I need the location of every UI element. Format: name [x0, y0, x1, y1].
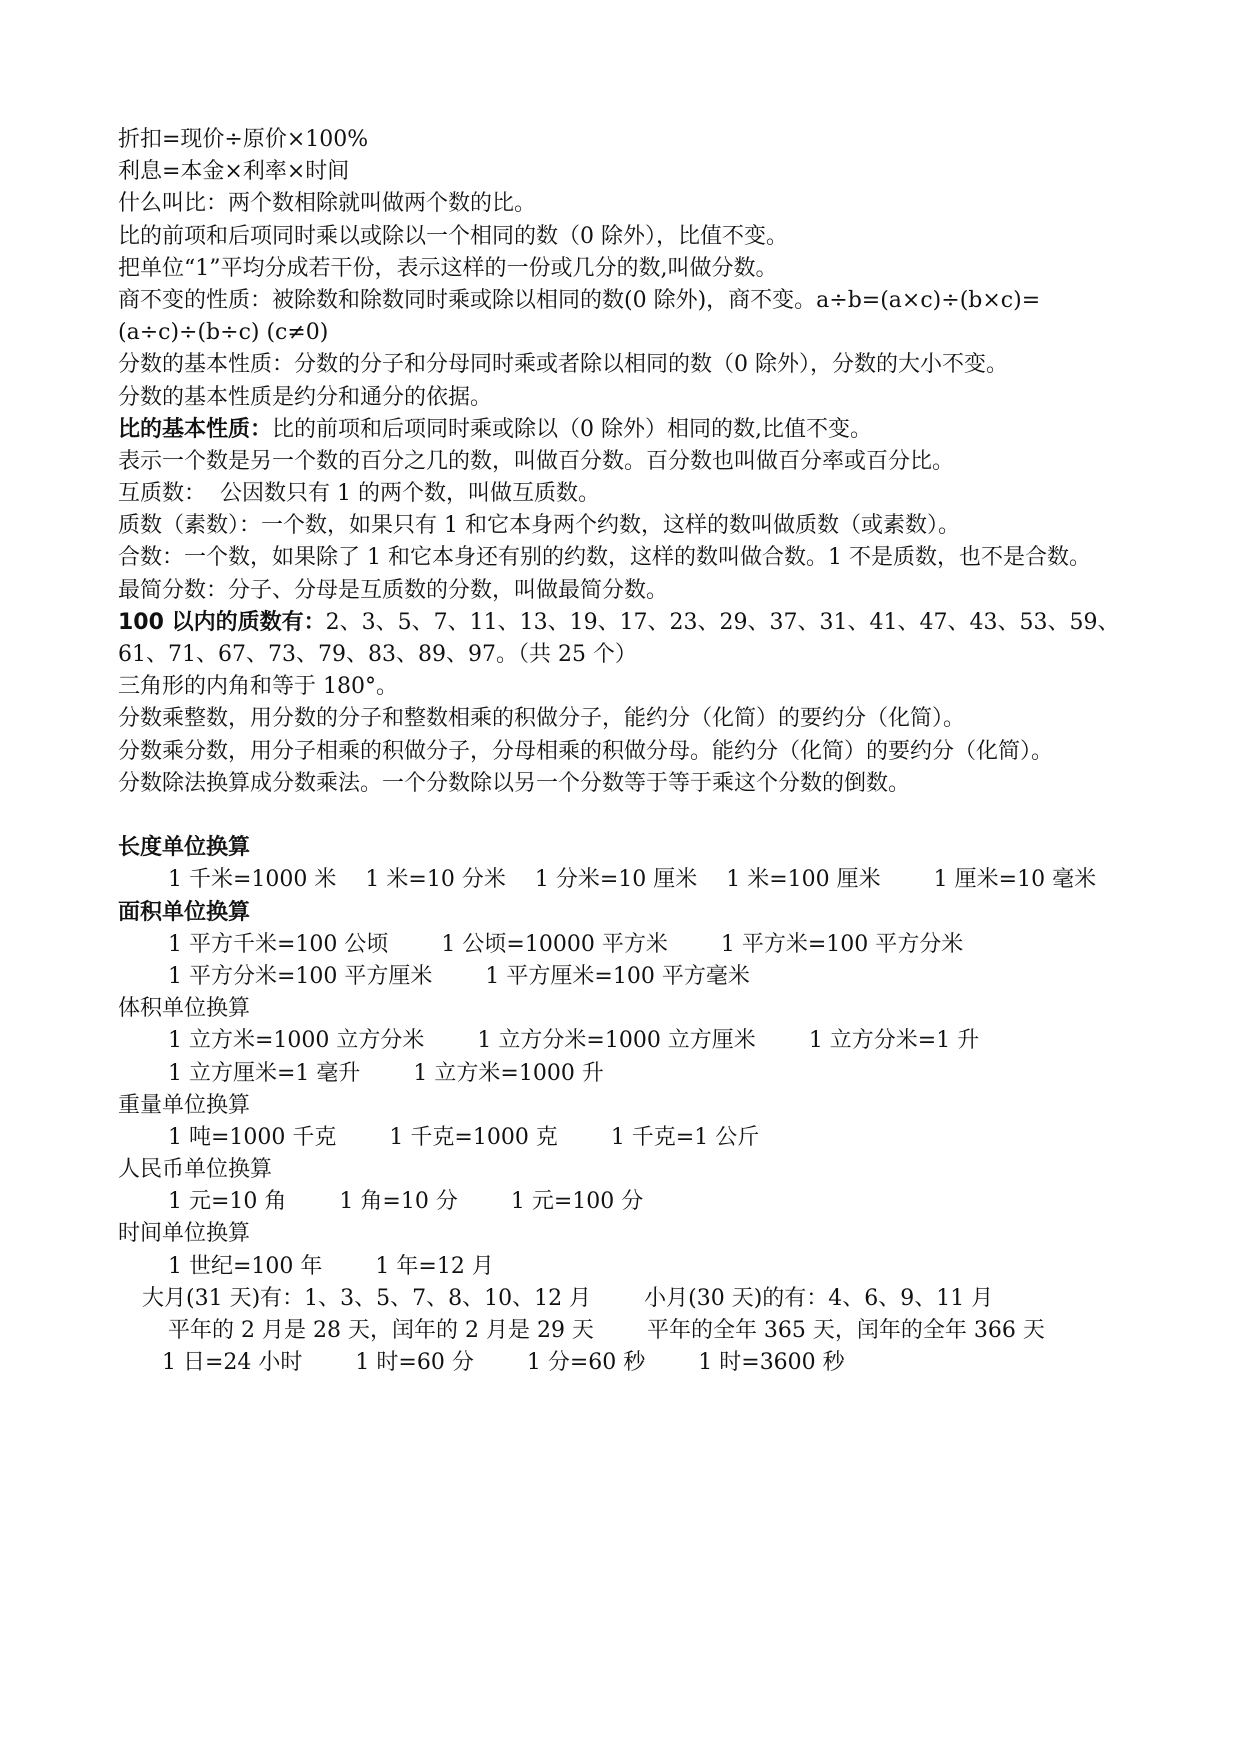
primes-list: [118, 607, 1128, 671]
fraction-basis: 分数的基本性质是约分和通分的依据。: [118, 384, 493, 410]
area-item: 1 公顷=10000 平方米: [441, 931, 668, 957]
weight-title: 重量单位换算: [118, 1092, 251, 1118]
length-title: 长度单位换算: [118, 835, 251, 861]
length-item: 1 厘米=10 毫米: [933, 867, 1097, 893]
volume-title: 体积单位换算: [118, 996, 251, 1022]
time-row-3: [118, 1315, 1128, 1347]
interest-formula: 利息=本金×利率×时间: [118, 159, 350, 185]
ratio-property-short: 比的前项和后项同时乘以或除以一个相同的数（0 除外），比值不变。: [118, 223, 788, 249]
area-row-1: [118, 929, 1128, 961]
weight-item: 1 吨=1000 千克: [168, 1124, 337, 1150]
length-item: 1 分米=10 厘米: [534, 867, 698, 893]
time-item: 平年的全年 365 天，闰年的全年 366 天: [646, 1318, 1045, 1344]
time-item: 1 时=60 分: [355, 1350, 474, 1376]
ratio-basic-property-label: 比的基本性质：: [118, 416, 273, 442]
time-row-2: [118, 1283, 1128, 1315]
area-item: 1 平方米=100 平方分米: [720, 931, 964, 957]
area-title: 面积单位换算: [118, 899, 251, 925]
blank-line: [118, 800, 1128, 832]
simplest-fraction-definition: 最简分数：分子、分母是互质数的分数，叫做最简分数。: [118, 577, 669, 603]
ratio-basic-property-text: 比的前项和后项同时乘或除以（0 除外）相同的数,比值不变。: [272, 416, 873, 442]
time-item: 1 世纪=100 年: [168, 1253, 323, 1279]
area-item: 1 平方千米=100 公顷: [168, 931, 389, 957]
time-row-1: [118, 1251, 1128, 1283]
rmb-item: 1 元=100 分: [510, 1189, 644, 1215]
coprime-definition: 互质数： 公因数只有 1 的两个数，叫做互质数。: [118, 481, 600, 507]
length-item: 1 米=10 分米: [365, 867, 506, 893]
volume-item: 1 立方分米=1 升: [808, 1028, 980, 1054]
time-title: 时间单位换算: [118, 1221, 251, 1247]
time-item: 1 分=60 秒: [526, 1350, 646, 1376]
length-row-1: [118, 864, 1128, 896]
fraction-division: 分数除法换算成分数乘法。一个分数除以另一个分数等于等于乘这个分数的倒数。: [118, 770, 911, 796]
primes-text: 2、3、5、7、11、13、19、17、23、29、37、31、41、47、43、53、59、61、71、67、73、79、83、89、97。（共 25 个）: [118, 609, 1120, 668]
volume-row-1: [118, 1025, 1128, 1057]
time-item: 平年的 2 月是 28 天，闰年的 2 月是 29 天: [168, 1318, 594, 1344]
volume-item: 1 立方米=1000 升: [413, 1060, 604, 1086]
document-page: [118, 124, 1128, 1379]
rmb-title: 人民币单位换算: [118, 1157, 273, 1183]
time-item: 1 日=24 小时: [162, 1350, 303, 1376]
percent-definition: 表示一个数是另一个数的百分之几的数，叫做百分数。百分数也叫做百分率或百分比。: [118, 448, 955, 474]
rmb-item: 1 角=10 分: [339, 1189, 458, 1215]
area-item: 1 平方分米=100 平方厘米: [168, 963, 433, 989]
volume-item: 1 立方米=1000 立方分米: [168, 1028, 425, 1054]
weight-row-1: [118, 1122, 1128, 1154]
composite-definition: 合数：一个数，如果除了 1 和它本身还有别的约数，这样的数叫做合数。1 不是质数，也不是合数。: [118, 545, 1091, 571]
time-row-4: [118, 1347, 1128, 1379]
length-item: 1 米=100 厘米: [726, 867, 881, 893]
time-item: 1 年=12 月: [375, 1253, 494, 1279]
ratio-basic-property: [118, 414, 1128, 446]
fraction-times-integer: 分数乘整数，用分数的分子和整数相乘的积做分子，能约分（化简）的要约分（化简）。: [118, 706, 966, 732]
volume-item: 1 立方分米=1000 立方厘米: [477, 1028, 756, 1054]
fraction-definition: 把单位“1”平均分成若干份，表示这样的一份或几分的数,叫做分数。: [118, 255, 778, 281]
discount-formula: 折扣=现价÷原价×100%: [118, 127, 369, 152]
time-item: 大月(31 天)有：1、3、5、7、8、10、12 月: [142, 1285, 592, 1311]
fraction-basic-property: 分数的基本性质：分数的分子和分母同时乘或者除以相同的数（0 除外），分数的大小不变。: [118, 352, 1008, 378]
rmb-item: 1 元=10 角: [168, 1189, 287, 1215]
fraction-times-fraction: 分数乘分数，用分子相乘的积做分子，分母相乘的积做分母。能约分（化简）的要约分（化简）。: [118, 738, 1054, 764]
weight-item: 1 千克=1 公斤: [610, 1124, 760, 1150]
prime-definition: 质数（素数）：一个数，如果只有 1 和它本身两个约数，这样的数叫做质数（或素数）。: [118, 513, 960, 539]
triangle-angle-sum: 三角形的内角和等于 180°。: [118, 674, 398, 700]
length-item: 1 千米=1000 米: [168, 867, 337, 893]
primes-label: 100 以内的质数有：: [118, 609, 326, 635]
volume-row-2: [118, 1058, 1128, 1090]
quotient-invariance: 商不变的性质：被除数和除数同时乘或除以相同的数(0 除外)，商不变。a÷b=(a×c)÷(b×c)=(a÷c)÷(b÷c) (c≠0): [118, 287, 1041, 346]
area-item: 1 平方厘米=100 平方毫米: [485, 963, 750, 989]
time-item: 小月(30 天)的有：4、6、9、11 月: [644, 1285, 994, 1311]
ratio-definition: 什么叫比：两个数相除就叫做两个数的比。: [118, 191, 537, 217]
weight-item: 1 千克=1000 克: [389, 1124, 558, 1150]
rmb-row-1: [118, 1186, 1128, 1218]
area-row-2: [118, 961, 1128, 993]
time-item: 1 时=3600 秒: [698, 1350, 845, 1376]
volume-item: 1 立方厘米=1 毫升: [168, 1060, 361, 1086]
